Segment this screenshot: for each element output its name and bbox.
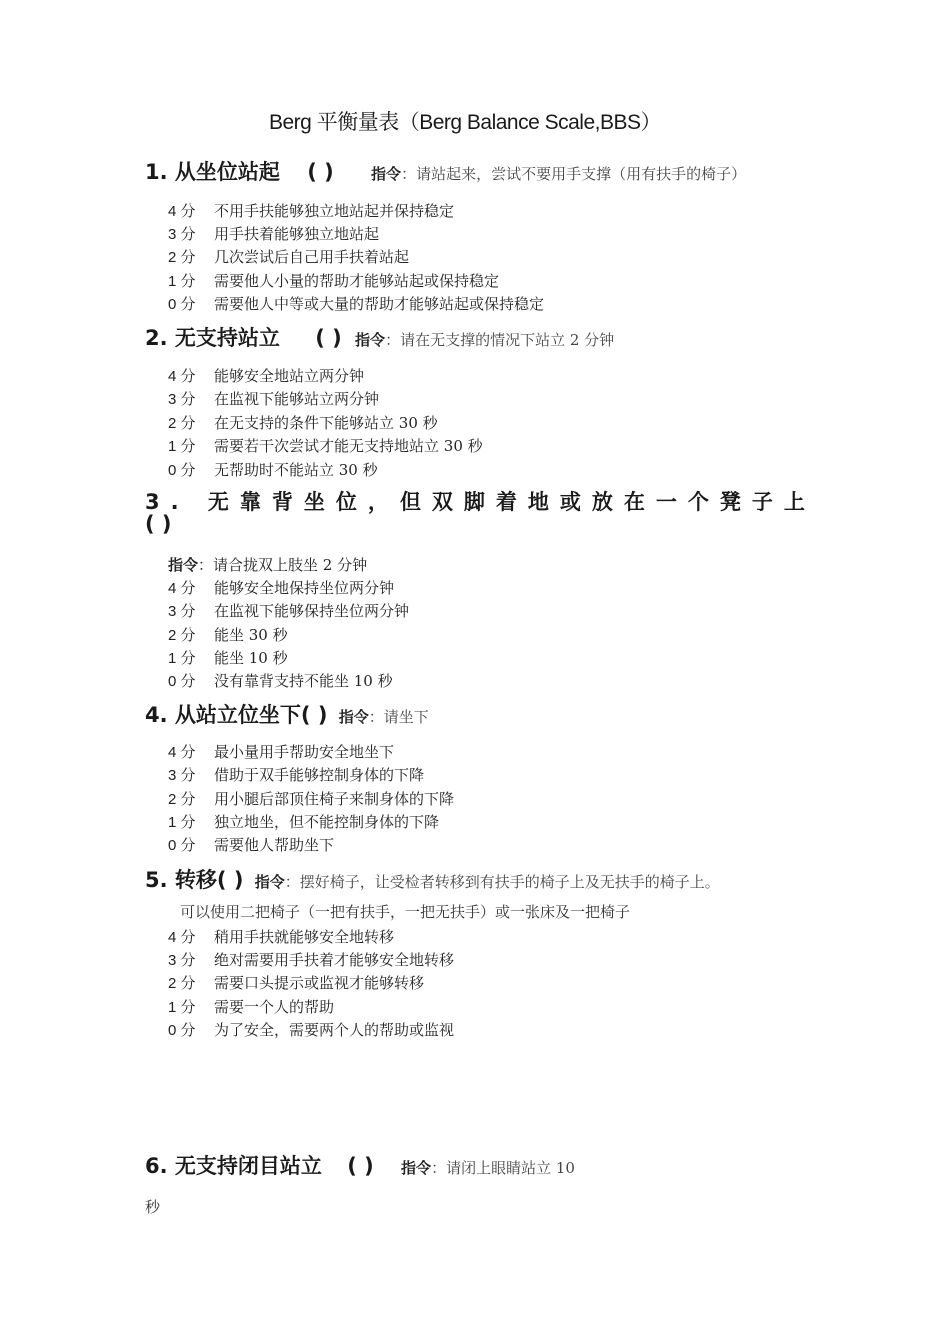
section-5-title: 5. 转移 — [145, 868, 217, 892]
section-1-item-2: 2 分 几次尝试后自己用手扶着站起 — [168, 248, 410, 266]
section-6-heading — [145, 1150, 575, 1180]
section-3-item-3: 3 分 在监视下能够保持坐位两分钟 — [168, 602, 410, 620]
section-1-heading — [145, 156, 746, 186]
section-1-instruction: 指令：请站起来，尝试不要用手支撑（用有扶手的椅子） — [371, 165, 747, 183]
section-6-score-box: ( ) — [347, 1154, 374, 1178]
section-4-instruction: 指令：请坐下 — [338, 708, 429, 726]
section-3-item-4: 4 分 能够安全地保持坐位两分钟 — [168, 579, 395, 597]
section-1-title: 1. 从坐位站起 — [145, 160, 280, 184]
section-6-title: 6. 无支持闭目站立 — [145, 1154, 322, 1178]
section-2-title: 2. 无支持站立 — [145, 326, 280, 350]
section-6-instruction-cont: 秒 — [145, 1198, 161, 1216]
section-4-item-4: 4 分 最小量用手帮助安全地坐下 — [168, 743, 395, 761]
section-4-item-0: 0 分 需要他人帮助坐下 — [168, 836, 335, 854]
section-1-item-1: 1 分 需要他人小量的帮助才能够站起或保持稳定 — [168, 272, 500, 290]
section-2-item-0: 0 分 无帮助时不能站立 30 秒 — [168, 461, 378, 479]
section-4-heading — [145, 699, 429, 729]
section-5-instruction-cont: 可以使用二把椅子（一把有扶手，一把无扶手）或一张床及一把椅子 — [180, 903, 631, 921]
section-5-score-box: ( ) — [216, 868, 244, 892]
section-6-instruction: 指令：请闭上眼睛站立 10 — [401, 1159, 575, 1177]
section-5-heading — [145, 864, 720, 894]
section-5-instruction: 指令：摆好椅子，让受检者转移到有扶手的椅子上及无扶手的椅子上。 — [254, 873, 720, 891]
section-5-item-3: 3 分 绝对需要用手扶着才能够安全地转移 — [168, 951, 455, 969]
section-2-item-1: 1 分 需要若干次尝试才能无支持地站立 30 秒 — [168, 437, 483, 455]
section-4-item-2: 2 分 用小腿后部顶住椅子来制身体的下降 — [168, 790, 455, 808]
section-2-instruction: 指令：请在无支撑的情况下站立 2 分钟 — [355, 331, 615, 349]
section-2-heading — [145, 322, 614, 352]
section-3-item-1: 1 分 能坐 10 秒 — [168, 649, 288, 667]
section-5-item-4: 4 分 稍用手扶就能够安全地转移 — [168, 928, 395, 946]
section-4-score-box: ( ) — [300, 703, 328, 727]
section-3-instruction: 指令：请合拢双上肢坐 2 分钟 — [168, 556, 368, 574]
section-2-item-3: 3 分 在监视下能够站立两分钟 — [168, 390, 380, 408]
section-4-item-3: 3 分 借助于双手能够控制身体的下降 — [168, 766, 425, 784]
section-2-score-box: ( ) — [315, 326, 342, 350]
section-3-item-0: 0 分 没有靠背支持不能坐 10 秒 — [168, 672, 393, 690]
instruction-label: 指令 — [371, 165, 402, 183]
section-5-item-0: 0 分 为了安全，需要两个人的帮助或监视 — [168, 1021, 455, 1039]
section-1-score-box: ( ) — [307, 160, 334, 184]
section-2-item-4: 4 分 能够安全地站立两分钟 — [168, 367, 365, 385]
section-2-item-2: 2 分 在无支持的条件下能够站立 30 秒 — [168, 414, 438, 432]
section-1-item-0: 0 分 需要他人中等或大量的帮助才能够站起或保持稳定 — [168, 295, 545, 313]
section-3-score-box: ( ) — [145, 512, 172, 536]
section-3-heading: 3. 无靠背坐位，但双脚着地或放在一个凳子上 — [145, 490, 816, 514]
section-1-item-4: 4 分 不用手扶能够独立地站起并保持稳定 — [168, 202, 455, 220]
section-5-item-1: 1 分 需要一个人的帮助 — [168, 998, 335, 1016]
section-5-item-2: 2 分 需要口头提示或监视才能够转移 — [168, 974, 425, 992]
section-3-item-2: 2 分 能坐 30 秒 — [168, 626, 288, 644]
section-4-item-1: 1 分 独立地坐，但不能控制身体的下降 — [168, 813, 440, 831]
section-4-title: 4. 从站立位坐下 — [145, 703, 301, 727]
section-1-item-3: 3 分 用手扶着能够独立地站起 — [168, 225, 380, 243]
page-title: Berg 平衡量表（Berg Balance Scale,BBS） — [269, 111, 661, 134]
